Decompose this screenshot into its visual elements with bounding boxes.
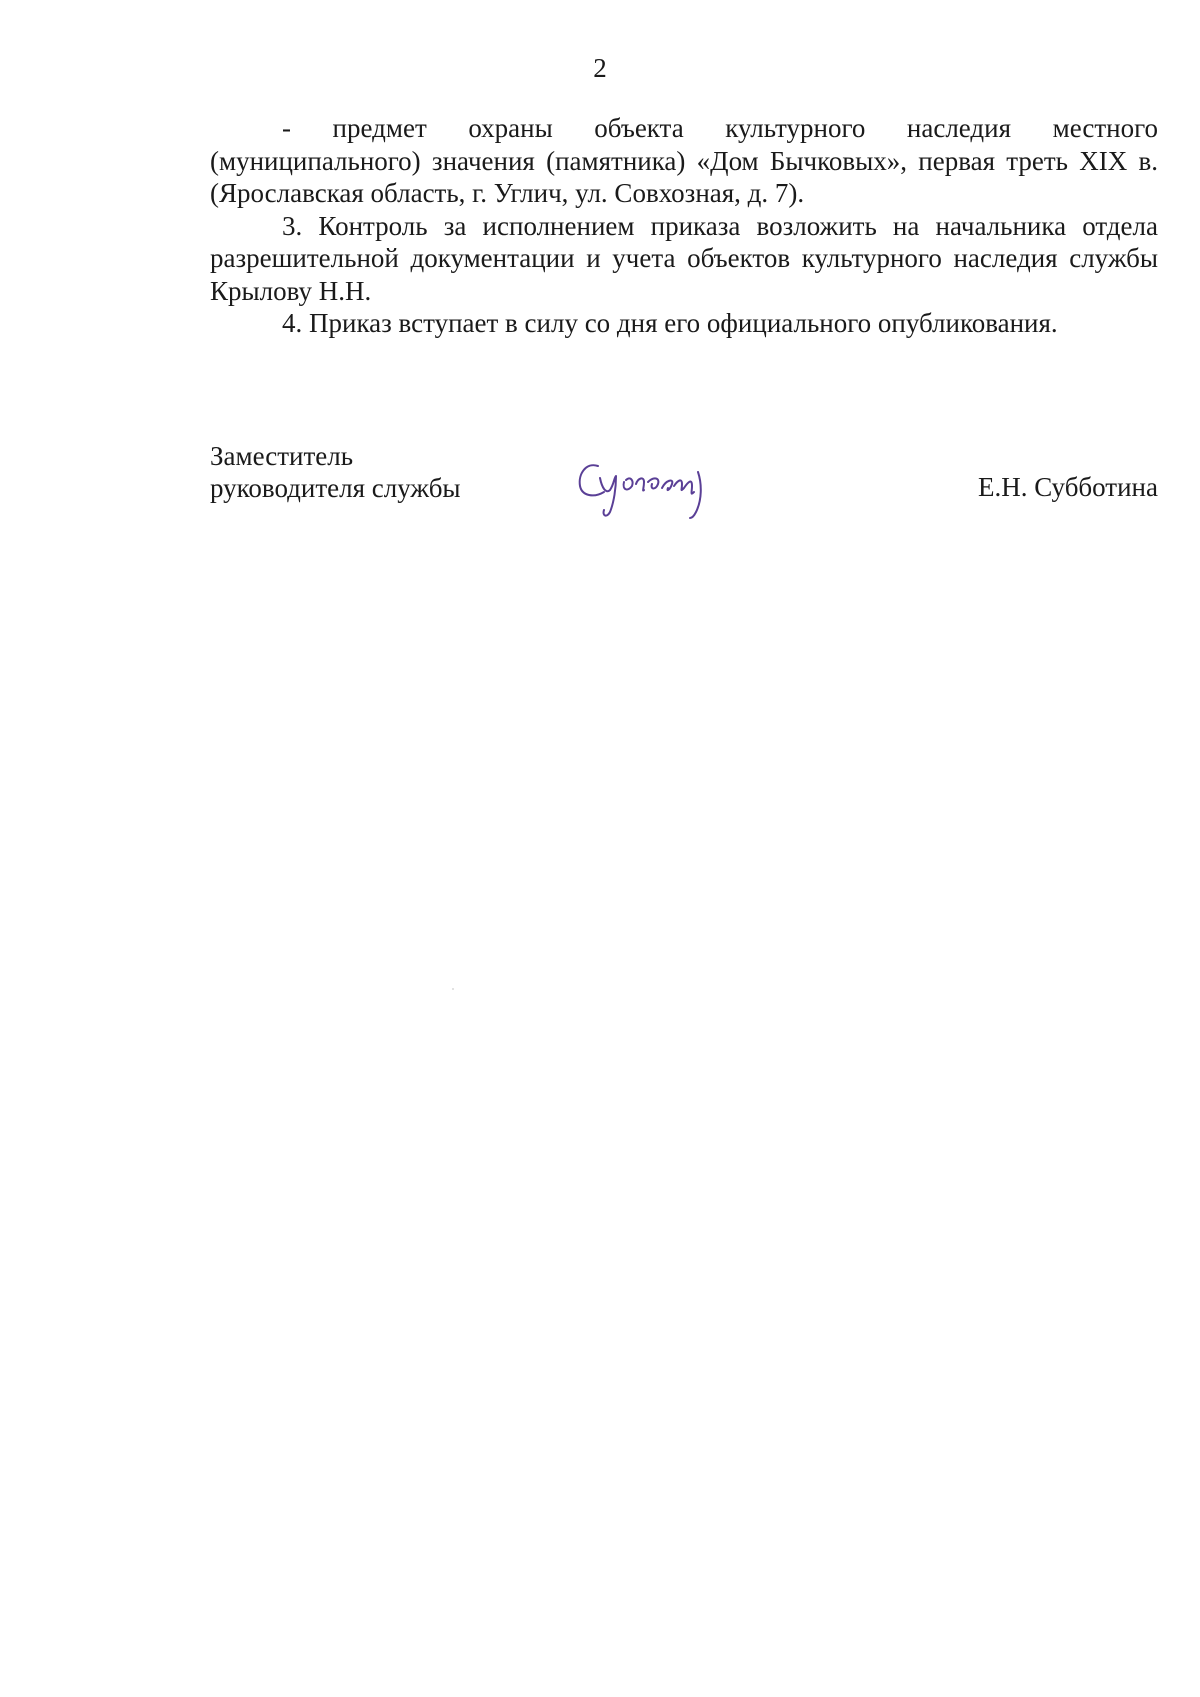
signer-position-line1: Заместитель — [210, 441, 354, 471]
page-number: 2 — [593, 53, 607, 83]
handwritten-signature — [574, 454, 724, 522]
signer-name: Е.Н. Субботина — [977, 472, 1158, 502]
signature-block — [210, 440, 1158, 530]
document-body — [210, 112, 1158, 340]
signature-strokes — [580, 465, 701, 518]
paragraph-effective-date: 4. Приказ вступает в силу со дня его официального опубликования. — [282, 308, 1058, 338]
paragraph-control: 3. Контроль за исполнением приказа возложить на начальника отдела разрешительной документации и учета объектов культурного наследия службы Крылову Н.Н. — [210, 210, 1158, 306]
scan-speck — [452, 988, 454, 990]
signer-position — [210, 440, 461, 504]
paragraph-protection-subject: - предмет охраны объекта культурного наследия местного (муниципального) значения (памятника) «Дом Бычковых», первая треть XIX в. (Ярославская область, г. Углич, ул. Совхозная, д. 7). — [210, 113, 1158, 208]
signer-position-line2: руководителя службы — [210, 473, 461, 503]
